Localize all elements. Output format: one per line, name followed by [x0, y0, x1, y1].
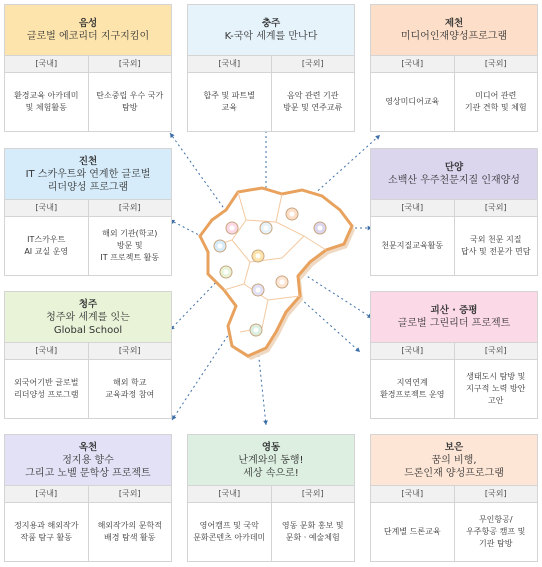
- abroad-column: [88, 343, 172, 418]
- abroad-activity: 탄소중립 우수 국가 탐방: [96, 91, 164, 112]
- district-marker-boeun: [276, 276, 288, 288]
- domestic-column: [188, 486, 271, 561]
- arrow-head-yeongdong: [263, 420, 268, 425]
- domestic-column: [188, 56, 271, 131]
- region-name: 보은: [444, 441, 464, 453]
- program-title: 미디어인재양성프로그램: [400, 31, 508, 42]
- activity-columns: [188, 55, 354, 131]
- program-title: 난계와의 동행! 세상 속으로!: [238, 454, 304, 479]
- region-name: 음성: [78, 18, 98, 29]
- region-header: [371, 5, 537, 55]
- region-card-cheongju: [4, 291, 172, 419]
- region-header: [5, 149, 171, 199]
- region-card-jincheon: [4, 148, 172, 276]
- district-marker-chungju: [260, 222, 272, 234]
- activity-columns: [188, 485, 354, 561]
- abroad-column: [454, 200, 538, 275]
- abroad-label: [국외]: [455, 486, 538, 503]
- domestic-label: [국내]: [371, 343, 454, 360]
- district-marker-cheongju: [220, 266, 232, 278]
- abroad-label: [국외]: [455, 343, 538, 360]
- abroad-label: [국외]: [89, 200, 172, 217]
- abroad-column: [88, 200, 172, 275]
- abroad-activity: 무인항공/ 우주항공 캠프 및 기관 탐방: [466, 515, 526, 548]
- arrow-head-boeun: [355, 347, 360, 352]
- program-title: 꿈의 비행, 드론인재 양성프로그램: [404, 454, 504, 479]
- activity-columns: [371, 485, 537, 561]
- region-name: 제천: [444, 18, 464, 29]
- program-title: 정지용 향수 그리고 노벨 문학상 프로젝트: [25, 454, 151, 479]
- domestic-activity: 영상미디어교육: [385, 97, 440, 106]
- region-header: [5, 5, 171, 55]
- region-header: [5, 435, 171, 485]
- domestic-label: [국내]: [371, 200, 454, 217]
- domestic-label: [국내]: [188, 56, 271, 73]
- activity-columns: [371, 55, 537, 131]
- region-header: [188, 5, 354, 55]
- abroad-label: [국외]: [272, 56, 355, 73]
- abroad-label: [국외]: [455, 200, 538, 217]
- domestic-activity: 단계별 드론교육: [383, 527, 441, 536]
- district-marker-goesan: [226, 222, 238, 234]
- domestic-activity: 천문지질교육활동: [381, 241, 444, 250]
- region-card-yeongdong: [187, 434, 355, 562]
- domestic-column: [5, 56, 88, 131]
- domestic-column: [5, 200, 88, 275]
- district-marker-okcheon: [252, 284, 264, 296]
- region-name: 청주: [78, 298, 98, 310]
- domestic-column: [371, 486, 454, 561]
- abroad-column: [454, 486, 538, 561]
- program-title: IT 스카우트와 연계한 글로벌 리더양성 프로그램: [25, 168, 151, 193]
- district-marker-eumseong: [252, 250, 264, 262]
- program-title: K-국악 세계를 만나다: [224, 31, 318, 42]
- domestic-column: [371, 56, 454, 131]
- abroad-label: [국외]: [89, 56, 172, 73]
- abroad-activity: 해외작가의 문학적 배경 탐색 활동: [97, 521, 162, 542]
- abroad-label: [국외]: [89, 343, 172, 360]
- domestic-column: [5, 343, 88, 418]
- domestic-label: [국내]: [5, 200, 88, 217]
- district-marker-jincheon: [214, 240, 226, 252]
- region-name: 단양: [444, 162, 464, 173]
- region-header: [5, 292, 171, 342]
- domestic-label: [국내]: [188, 486, 271, 503]
- domestic-column: [371, 200, 454, 275]
- region-card-eumseong: [4, 4, 172, 132]
- activity-columns: [5, 485, 171, 561]
- region-card-chungju: [187, 4, 355, 132]
- district-marker-jecheon: [286, 208, 298, 220]
- activity-columns: [371, 199, 537, 275]
- arrow-head-jecheon: [375, 135, 380, 140]
- region-card-goesan: [370, 291, 538, 419]
- arrow-head-eumseong: [170, 133, 175, 138]
- abroad-column: [271, 486, 355, 561]
- region-header: [371, 292, 537, 342]
- domestic-activity: 영어캠프 및 국악 문화콘텐츠 아카데미: [193, 521, 266, 542]
- region-name: 영동: [261, 441, 281, 453]
- region-card-danyang: [370, 148, 538, 276]
- activity-columns: [5, 342, 171, 418]
- program-title: 소백산 우주천문지질 인재양성: [388, 175, 520, 186]
- region-header: [188, 435, 354, 485]
- district-marker-danyang: [314, 222, 326, 234]
- domestic-label: [국내]: [371, 486, 454, 503]
- region-header: [371, 149, 537, 199]
- program-title: 청주와 세계를 잇는 Global School: [46, 311, 130, 336]
- abroad-column: [271, 56, 355, 131]
- activity-columns: [5, 199, 171, 275]
- region-card-jecheon: [370, 4, 538, 132]
- domestic-label: [국내]: [371, 56, 454, 73]
- domestic-activity: 지역연계 환경프로젝트 운영: [380, 378, 445, 399]
- abroad-activity: 영동 문화 홍보 및 문화 · 예술체험: [281, 521, 344, 542]
- activity-columns: [371, 342, 537, 418]
- domestic-activity: IT스카우트 AI 교실 운영: [24, 235, 69, 256]
- abroad-activity: 음악 관련 기관 방문 및 연주교류: [283, 91, 343, 112]
- region-name: 괴산 · 증평: [430, 305, 478, 316]
- abroad-activity: 해외 기관(학교) 방문 및 IT 프로젝트 활동: [100, 229, 160, 262]
- region-name: 옥천: [78, 441, 98, 453]
- region-card-boeun: [370, 434, 538, 562]
- abroad-column: [454, 56, 538, 131]
- abroad-column: [88, 56, 172, 131]
- domestic-activity: 환경교육 아카데미 및 체험활동: [14, 91, 79, 112]
- abroad-label: [국외]: [272, 486, 355, 503]
- abroad-column: [88, 486, 172, 561]
- region-card-okcheon: [4, 434, 172, 562]
- domestic-label: [국내]: [5, 343, 88, 360]
- program-title: 글로벌 에코리더 지구지킴이: [26, 31, 150, 42]
- abroad-activity: 생태도시 탐방 및 지구적 노력 방안 고안: [466, 372, 526, 405]
- domestic-activity: 외국어기반 글로벌 리더양성 프로그램: [14, 378, 79, 399]
- region-header: [371, 435, 537, 485]
- abroad-activity: 국외 천문 지질 답사 및 전문가 면담: [461, 235, 531, 256]
- abroad-label: [국외]: [89, 486, 172, 503]
- domestic-activity: 정지용과 해외작가 작품 탐구 활동: [14, 521, 79, 542]
- abroad-column: [454, 343, 538, 418]
- abroad-activity: 미디어 관련 기관 견학 및 체험: [464, 91, 527, 112]
- domestic-column: [371, 343, 454, 418]
- domestic-label: [국내]: [5, 56, 88, 73]
- program-title: 글로벌 그린리더 프로젝트: [397, 318, 511, 329]
- abroad-activity: 해외 학교 교육과정 참여: [105, 378, 155, 399]
- region-name: 진천: [78, 155, 98, 167]
- domestic-column: [5, 486, 88, 561]
- domestic-label: [국내]: [5, 486, 88, 503]
- domestic-activity: 합주 및 파트별 교육: [203, 91, 255, 112]
- region-name: 충주: [261, 18, 281, 29]
- district-marker-yeongdong: [250, 324, 262, 336]
- activity-columns: [5, 55, 171, 131]
- abroad-label: [국외]: [455, 56, 538, 73]
